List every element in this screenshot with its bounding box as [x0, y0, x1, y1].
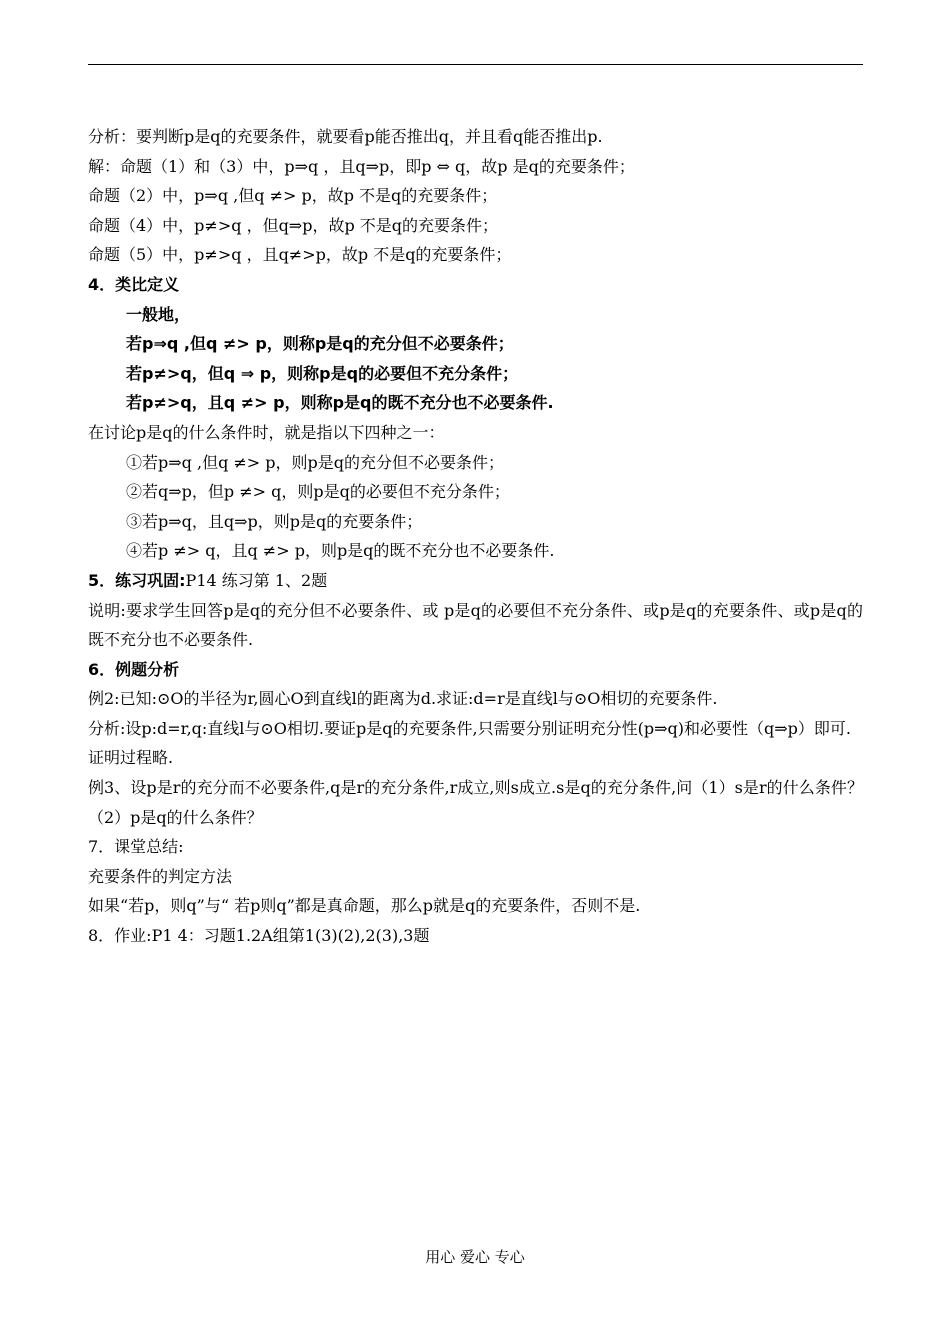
case-4: ④若p ≠> q，且q ≠> p，则p是q的既不充分也不必要条件.	[126, 541, 555, 561]
section-5-heading: 5．练习巩固:	[88, 570, 186, 590]
proof-omitted: 证明过程略.	[88, 748, 174, 768]
case-2: ②若q⇒p，但p ≠> q，则p是q的必要但不充分条件；	[126, 482, 510, 502]
section-5-text: P14 练习第 1、2题	[185, 570, 328, 590]
example-3-paragraph: 例3、设p是r的充分而不必要条件,q是r的充分条件,r成立,则s成立.s是q的充分条件,问（1）s是r的什么条件？（2）p是q的什么条件？	[88, 778, 863, 827]
case-3: ③若p⇒q，且q⇒p，则p是q的充要条件；	[126, 511, 423, 531]
proposition-5-line: 命题（5）中，p≠>q ，且q≠>p，故p 不是q的充要条件；	[88, 245, 512, 265]
definition-sufficient: 若p⇒q ,但q ≠> p，则称p是q的充分但不必要条件；	[126, 334, 514, 354]
summary-text: 如果“若p，则q”与“ 若p则q”都是真命题，那么p就是q的充要条件，否则不是.	[88, 896, 641, 916]
definition-neither: 若p≠>q，且q ≠> p，则称p是q的既不充分也不必要条件.	[126, 393, 554, 413]
document-body	[88, 122, 863, 951]
section-4-heading: 4．类比定义	[88, 274, 180, 294]
summary-title: 充要条件的判定方法	[88, 866, 233, 886]
definition-intro: 一般地，	[126, 304, 191, 324]
section-5-line	[88, 566, 863, 596]
proposition-2-line: 命题（2）中，p⇒q ,但q ≠> p，故p 不是q的充要条件；	[88, 186, 498, 206]
header-rule	[88, 64, 863, 65]
definition-necessary: 若p≠>q，但q ⇒ p，则称p是q的必要但不充分条件；	[126, 363, 519, 383]
example-2-analysis: 分析:设p:d=r,q:直线l与⊙O相切.要证p是q的充要条件,只需要分别证明充分性(p⇒q)和必要性（q⇒p）即可.	[88, 718, 851, 738]
example-2-paragraph: 例2:已知:⊙O的半径为r,圆心O到直线l的距离为d.求证:d=r是直线l与⊙O相切的充要条件.	[88, 689, 718, 709]
case-1: ①若p⇒q ,但q ≠> p，则p是q的充分但不必要条件；	[126, 452, 505, 472]
discussion-intro: 在讨论p是q的什么条件时，就是指以下四种之一：	[88, 422, 445, 442]
section-6-heading: 6．例题分析	[88, 659, 180, 679]
page-footer: 用心 爱心 专心	[425, 1248, 525, 1266]
analysis-line: 分析：要判断p是q的充要条件，就要看p能否推出q，并且看q能否推出p.	[88, 127, 603, 146]
section-7-heading: 7．课堂总结:	[88, 837, 184, 857]
proposition-4-line: 命题（4）中，p≠>q ，但q⇒p，故p 不是q的充要条件；	[88, 215, 499, 235]
section-8-homework: 8．作业:P1 4：习题1.2A组第1(3)(2),2(3),3题	[88, 926, 430, 946]
solution-line: 解：命题（1）和（3）中，p⇒q ，且q⇒p，即p ⇔ q，故p 是q的充要条件；	[88, 156, 635, 176]
explanation-paragraph: 说明:要求学生回答p是q的充分但不必要条件、或 p是q的必要但不充分条件、或p是q的充要条件、或p是q的既不充分也不必要条件.	[88, 600, 863, 650]
